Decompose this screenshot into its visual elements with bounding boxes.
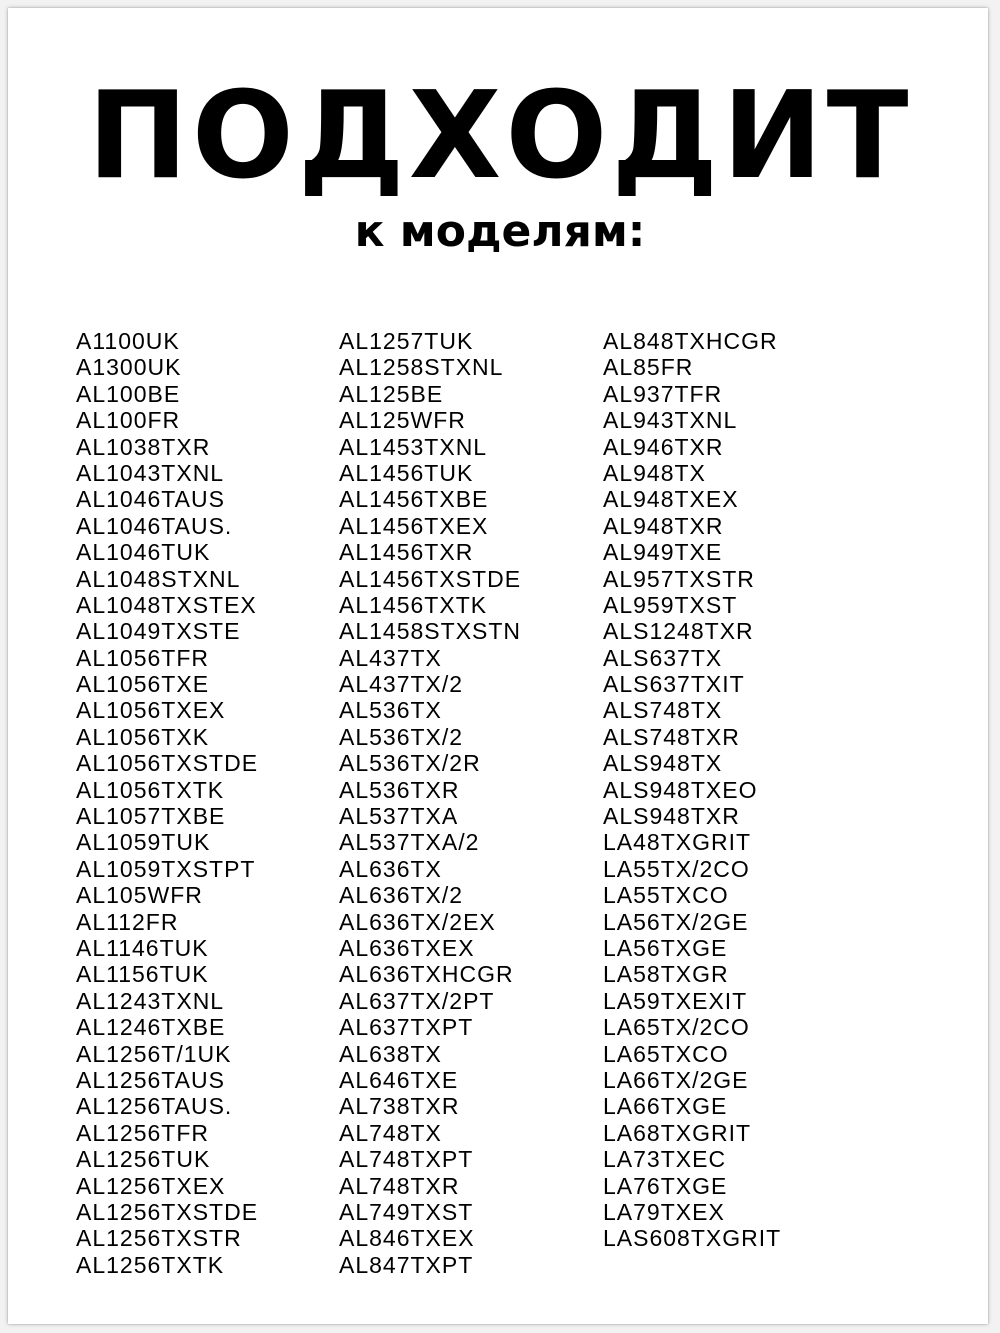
- model-item: AL846TXEX: [339, 1225, 475, 1252]
- model-item: AL1246TXBE: [76, 1014, 226, 1041]
- model-item: AL1256TXSTR: [76, 1225, 242, 1252]
- model-item: AL1456TXBE: [339, 486, 489, 513]
- model-item: AL1456TXTK: [339, 591, 488, 618]
- page-title: ПОДХОДИТ: [87, 67, 913, 206]
- model-list-column-1: [76, 328, 258, 1278]
- model-item: AL1256TAUS: [76, 1066, 225, 1093]
- model-item: AL946TXR: [603, 433, 724, 460]
- model-item: AL847TXPT: [339, 1251, 474, 1278]
- model-item: AL1059TUK: [76, 829, 211, 856]
- model-item: AL1256TXTK: [76, 1251, 225, 1278]
- model-item: ALS948TX: [603, 750, 723, 777]
- model-item: AL848TXHCGR: [603, 328, 778, 354]
- model-item: AL738TXR: [339, 1093, 460, 1120]
- model-item: A1300UK: [76, 354, 182, 381]
- page-subtitle: к моделям:: [354, 206, 646, 257]
- model-item: AL1243TXNL: [76, 987, 225, 1014]
- model-item: AL1456TXR: [339, 539, 474, 566]
- model-item: AL948TX: [603, 459, 706, 486]
- model-item: LA48TXGRIT: [603, 829, 752, 856]
- model-item: ALS1248TXR: [603, 618, 754, 645]
- model-item: AL646TXE: [339, 1066, 459, 1093]
- model-item: LA58TXGR: [603, 961, 729, 988]
- model-list-column-3: [603, 328, 781, 1252]
- model-item: AL536TX/2R: [339, 750, 481, 777]
- model-item: AL1458STXSTN: [339, 618, 522, 645]
- model-item: AL1256TAUS.: [76, 1093, 233, 1120]
- model-item: AL1046TUK: [76, 539, 211, 566]
- model-item: ALS748TXR: [603, 723, 740, 750]
- model-item: AL1256TUK: [76, 1146, 211, 1173]
- model-item: AL636TX/2: [339, 882, 464, 909]
- model-item: AL1038TXR: [76, 433, 211, 460]
- model-item: AL1453TXNL: [339, 433, 488, 460]
- model-item: AL536TX: [339, 697, 442, 724]
- model-item: AL105WFR: [76, 882, 203, 909]
- model-item: AL1456TUK: [339, 459, 474, 486]
- model-item: LA68TXGRIT: [603, 1119, 752, 1146]
- model-item: AL1056TXE: [76, 671, 210, 698]
- model-item: AL638TX: [339, 1040, 442, 1067]
- model-item: AL957TXSTR: [603, 565, 755, 592]
- model-item: AL1456TXSTDE: [339, 565, 522, 592]
- model-item: LA56TXGE: [603, 934, 728, 961]
- model-item: AL1256TXSTDE: [76, 1198, 259, 1225]
- model-item: AL1048STXNL: [76, 565, 241, 592]
- model-item: AL112FR: [76, 908, 179, 935]
- model-item: AL748TXPT: [339, 1146, 474, 1173]
- model-item: LA73TXEC: [603, 1146, 727, 1173]
- model-item: AL1156TUK: [76, 961, 209, 988]
- model-item: AL536TX/2: [339, 723, 464, 750]
- model-item: AL1046TAUS.: [76, 512, 233, 539]
- model-item: LA65TXCO: [603, 1040, 729, 1067]
- model-item: AL1257TUK: [339, 328, 474, 354]
- model-item: AL1056TXTK: [76, 776, 225, 803]
- model-item: LA76TXGE: [603, 1172, 728, 1199]
- model-item: ALS948TXEO: [603, 776, 758, 803]
- model-item: LA56TX/2GE: [603, 908, 749, 935]
- model-list-column-2: [339, 328, 521, 1278]
- model-item: AL537TXA/2: [339, 829, 480, 856]
- model-item: LA66TX/2GE: [603, 1066, 749, 1093]
- model-item: AL959TXST: [603, 591, 738, 618]
- model-item: AL1057TXBE: [76, 803, 226, 830]
- model-item: ALS637TXIT: [603, 671, 745, 698]
- model-item: AL637TX/2PT: [339, 987, 495, 1014]
- model-item: LA65TX/2CO: [603, 1014, 750, 1041]
- model-item: AL636TXEX: [339, 934, 475, 961]
- model-item: AL1048TXSTEX: [76, 591, 257, 618]
- model-item: AL937TFR: [603, 380, 723, 407]
- model-item: AL636TX/2EX: [339, 908, 496, 935]
- model-item: AL537TXA: [339, 803, 459, 830]
- model-item: LA66TXGE: [603, 1093, 728, 1120]
- model-item: LA59TXEXIT: [603, 987, 748, 1014]
- model-item: AL1256TXEX: [76, 1172, 226, 1199]
- model-item: AL437TX: [339, 644, 442, 671]
- model-item: AL1059TXSTPT: [76, 855, 256, 882]
- model-item: AL125BE: [339, 380, 444, 407]
- model-item: ALS748TX: [603, 697, 723, 724]
- model-item: LAS608TXGRIT: [603, 1225, 782, 1252]
- model-item: AL437TX/2: [339, 671, 464, 698]
- model-item: AL948TXR: [603, 512, 724, 539]
- model-item: AL637TXPT: [339, 1014, 474, 1041]
- model-item: AL749TXST: [339, 1198, 474, 1225]
- model-item: AL1056TXSTDE: [76, 750, 259, 777]
- model-item: AL85FR: [603, 354, 694, 381]
- model-item: ALS948TXR: [603, 803, 740, 830]
- model-item: LA79TXEX: [603, 1198, 725, 1225]
- model-item: AL1056TXK: [76, 723, 210, 750]
- model-item: AL1258STXNL: [339, 354, 504, 381]
- model-item: AL949TXE: [603, 539, 723, 566]
- model-item: AL1256T/1UK: [76, 1040, 232, 1067]
- model-item: AL1043TXNL: [76, 459, 225, 486]
- model-item: AL748TXR: [339, 1172, 460, 1199]
- model-item: AL1049TXSTE: [76, 618, 241, 645]
- model-item: ALS637TX: [603, 644, 723, 671]
- model-item: AL636TX: [339, 855, 442, 882]
- model-item: AL1046TAUS: [76, 486, 225, 513]
- model-item: AL1256TFR: [76, 1119, 210, 1146]
- model-item: AL1056TFR: [76, 644, 210, 671]
- model-item: AL948TXEX: [603, 486, 739, 513]
- model-item: AL943TXNL: [603, 407, 738, 434]
- model-item: AL125WFR: [339, 407, 466, 434]
- model-item: AL100BE: [76, 380, 181, 407]
- model-item: AL536TXR: [339, 776, 460, 803]
- model-item: AL100FR: [76, 407, 181, 434]
- model-item: LA55TXCO: [603, 882, 729, 909]
- model-item: A1100UK: [76, 328, 180, 354]
- model-item: AL1056TXEX: [76, 697, 226, 724]
- model-item: AL636TXHCGR: [339, 961, 514, 988]
- model-item: AL748TX: [339, 1119, 442, 1146]
- model-item: AL1456TXEX: [339, 512, 489, 539]
- model-item: AL1146TUK: [76, 934, 209, 961]
- model-item: LA55TX/2CO: [603, 855, 750, 882]
